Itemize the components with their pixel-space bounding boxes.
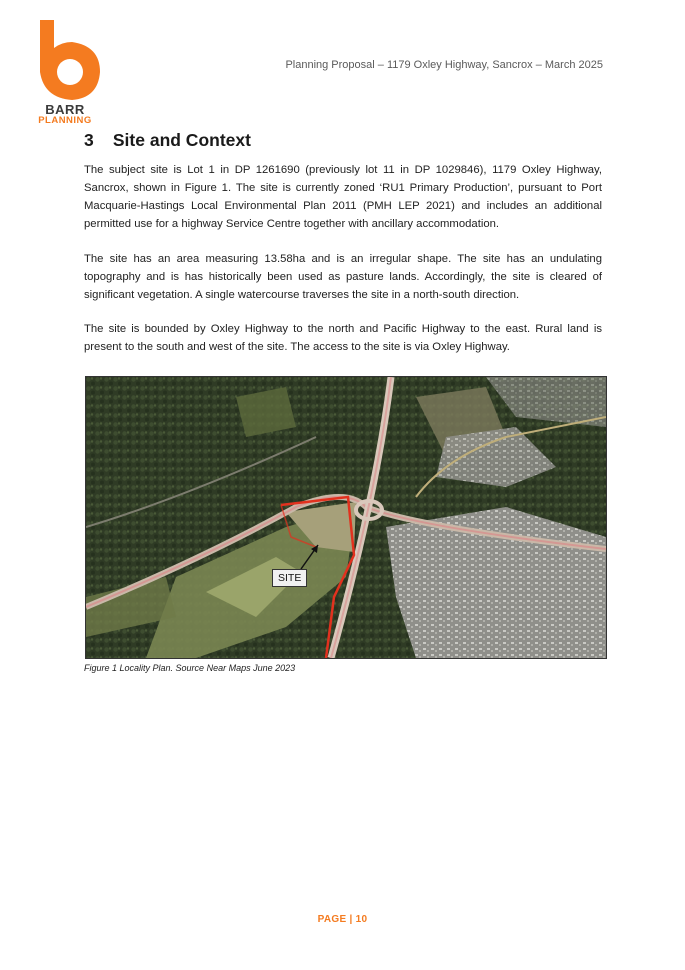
- section-heading: [84, 130, 251, 151]
- page-footer: [0, 914, 685, 925]
- paragraph-site-description: The subject site is Lot 1 in DP 1261690 (previously lot 11 in DP 1029846), 1179 Oxley Highway, Sancrox, shown in Figure 1. The site is currently zoned ‘RU1 Primary Production’, pursuant to Port Macquarie-Hastings Local Environmental Plan 2011 (PMH LEP 2021) and includes an additional permitted use for a highway Service Centre together with ancillary accommodation.: [84, 164, 602, 230]
- logo-subname: PLANNING: [38, 115, 92, 126]
- logo-name: BARR: [45, 102, 85, 117]
- aerial-map-image: [86, 377, 606, 658]
- document-header-title: Planning Proposal – 1179 Oxley Highway, Sancrox – March 2025: [285, 59, 603, 71]
- page-number: 10: [355, 914, 368, 925]
- section-number: 3: [84, 130, 94, 150]
- locality-plan-map: [85, 376, 607, 659]
- paragraph-site-area: The site has an area measuring 13.58ha and is an irregular shape. The site has an undulating topography and is has historically been used as pasture lands. Accordingly, the site is cleared of significant vegetation. A single watercourse traverses the site in a north-south direction.: [84, 253, 602, 301]
- page-label: PAGE: [317, 914, 347, 925]
- paragraph-site-boundaries: The site is bounded by Oxley Highway to the north and Pacific Highway to the east. Rural land is present to the south and west of the site. The access to the site is via Oxley Highway.: [84, 323, 602, 353]
- section-title: Site and Context: [112, 130, 251, 150]
- site-label: SITE: [272, 569, 307, 587]
- figure-caption: Figure 1 Locality Plan. Source Near Maps June 2023: [84, 663, 296, 673]
- page-separator: |: [349, 914, 353, 925]
